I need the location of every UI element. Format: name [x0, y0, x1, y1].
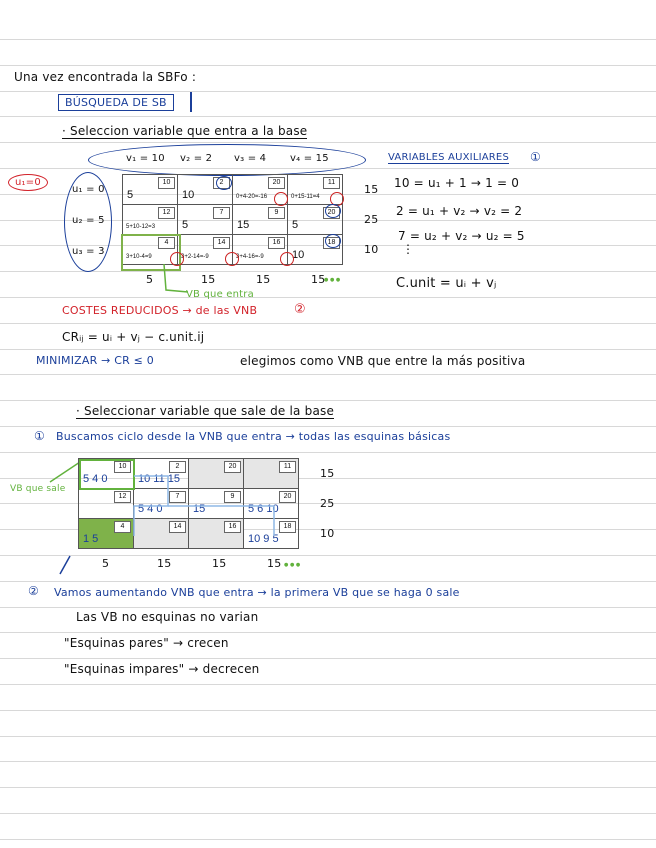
vamos-number: ② [28, 584, 39, 598]
vb-sale-note: VB que sale [10, 484, 66, 494]
ruled-line [0, 761, 656, 762]
unit-cost: 11 [279, 461, 296, 473]
u3-label: u₃ = 3 [72, 246, 105, 257]
unit-cost: 9 [268, 207, 285, 219]
supply-value: 10 [320, 527, 335, 540]
costes-title: COSTES REDUCIDOS → de las VNB [62, 304, 258, 317]
table-cell [178, 205, 233, 235]
ruled-line [0, 813, 656, 814]
allocation-value: 10 11 15 [138, 473, 181, 485]
demand-value: 15 [157, 557, 172, 570]
ruled-line [0, 349, 656, 350]
aux-line-2: 2 = u₁ + v₂ → v₂ = 2 [396, 204, 523, 218]
blue-circle-mark [325, 234, 341, 248]
ruled-line [0, 374, 656, 375]
cycle-path [78, 458, 304, 550]
ruled-line [0, 452, 656, 453]
t1-watermark: ● ● ● [324, 277, 341, 283]
las-vb-text: Las VB no esquinas no varian [76, 610, 259, 624]
step2-heading: · Seleccionar variable que sale de la base [76, 404, 335, 418]
aux-line-3: 7 = u₂ + v₂ → u₂ = 5 [398, 229, 525, 243]
u1-zero-note: u₁=0 [8, 174, 48, 191]
ruled-line [0, 116, 656, 117]
ruled-line [0, 65, 656, 66]
ruled-line [0, 632, 656, 633]
unit-cost: 11 [323, 177, 340, 189]
step1-heading: · Seleccion variable que entra a la base [62, 124, 308, 138]
v1-label: v₁ = 10 [126, 153, 165, 164]
supply-value: 10 [364, 243, 379, 256]
ruled-line [0, 710, 656, 711]
unit-cost: 18 [323, 237, 340, 249]
reduced-cost: 3+10-4=9 [126, 254, 152, 260]
unit-cost: 18 [279, 521, 296, 533]
table-cell [233, 205, 288, 235]
allocation-value: 10 [292, 249, 305, 261]
unit-cost: 12 [114, 491, 131, 503]
ruled-line [0, 736, 656, 737]
unit-cost: 2 [213, 177, 230, 189]
ruled-line [0, 607, 656, 608]
ruled-line [0, 684, 656, 685]
vamos-text: Vamos aumentando VNB que entra → la primera VB que se haga 0 sale [54, 586, 460, 599]
ruled-line [0, 658, 656, 659]
vb-entra-note: VB que entra [186, 289, 254, 300]
ruled-line [0, 271, 656, 272]
aux-line-1: 10 = u₁ + 1 → 1 = 0 [394, 176, 520, 190]
ruled-line [0, 400, 656, 401]
v2-label: v₂ = 2 [180, 153, 213, 164]
table-row [123, 205, 343, 235]
reduced-cost: 3+2-14=-9 [181, 254, 209, 260]
table-row [123, 175, 343, 205]
unit-cost: 14 [213, 237, 230, 249]
costes-number: ② [294, 302, 306, 317]
unit-cost: 4 [158, 237, 175, 249]
unit-cost: 4 [114, 521, 131, 533]
reduced-cost: 3+4-16=-9 [236, 254, 264, 260]
green-arrow [160, 262, 190, 296]
ruled-line [0, 555, 656, 556]
demand-value: 15 [311, 273, 326, 286]
ruled-line [0, 39, 656, 40]
demand-value: 15 [201, 273, 216, 286]
ruled-line [0, 787, 656, 788]
v4-label: v₄ = 15 [290, 153, 329, 164]
supply-value: 25 [364, 213, 379, 226]
intro-text: Una vez encontrada la SBFo : [14, 70, 197, 84]
ruled-line [0, 426, 656, 427]
cunit-formula: C.unit = uᵢ + vⱼ [396, 276, 497, 291]
unit-cost: 16 [224, 521, 241, 533]
title-bar-mark [190, 92, 192, 112]
buscamos-text: Buscamos ciclo desde la VNB que entra → todas las esquinas básicas [56, 430, 451, 443]
reduced-cost: 0+4-20=-16 [236, 194, 268, 200]
allocation-value: 15 [237, 219, 250, 231]
elegimos-text: elegimos como VNB que entre la más positiva [240, 354, 526, 368]
ruled-line [0, 581, 656, 582]
unit-cost: 14 [169, 521, 186, 533]
unit-cost: 20 [279, 491, 296, 503]
table-cell [123, 175, 178, 205]
ruled-line [0, 142, 656, 143]
demand-value: 15 [267, 557, 282, 570]
red-circle-mark [274, 192, 288, 206]
allocation-value: 5 [292, 219, 299, 231]
pares-text: "Esquinas pares" → crecen [64, 636, 229, 650]
u2-label: u₂ = 5 [72, 215, 105, 226]
aux-line-4: ⋮ [402, 242, 415, 256]
ruled-line [0, 323, 656, 324]
supply-value: 15 [364, 183, 379, 196]
allocation-value: 10 9 5 [248, 533, 279, 545]
minimizar-text: MINIMIZAR → CR ≤ 0 [36, 354, 154, 367]
unit-cost: 10 [158, 177, 175, 189]
allocation-value: 5 4 0 [138, 503, 163, 515]
unit-cost: 7 [169, 491, 186, 503]
unit-cost: 10 [114, 461, 131, 473]
blue-circle-mark [325, 204, 341, 218]
aux-title: VARIABLES AUXILIARES [388, 152, 509, 163]
red-circle-mark [170, 252, 184, 266]
demand-value: 5 [146, 273, 154, 286]
cr-formula: CRᵢⱼ = uᵢ + vⱼ − c.unit.ij [62, 330, 205, 344]
supply-value: 25 [320, 497, 335, 510]
aux-number: ① [530, 150, 541, 164]
demand-value: 15 [256, 273, 271, 286]
unit-cost: 9 [224, 491, 241, 503]
u1-label: u₁ = 0 [72, 184, 105, 195]
allocation-value: 5 [182, 219, 189, 231]
ruled-line [0, 839, 656, 840]
reduced-cost: 0+15-11=4 [291, 194, 320, 200]
unit-cost: 20 [224, 461, 241, 473]
demand-value: 5 [102, 557, 110, 570]
reduced-cost: 5+10-12=3 [126, 224, 156, 230]
blue-circle-mark [216, 176, 232, 190]
red-circle-mark [280, 252, 294, 266]
allocation-value: 5 6 10 [248, 503, 279, 515]
allocation-value: 1 5 [83, 533, 99, 545]
buscamos-number: ① [34, 429, 45, 443]
v3-label: v₃ = 4 [234, 153, 267, 164]
allocation-value: 10 [182, 189, 195, 201]
unit-cost: 20 [323, 207, 340, 219]
demand-value: 15 [212, 557, 227, 570]
red-circle-mark [225, 252, 239, 266]
section-title: BÚSQUEDA DE SB [58, 94, 174, 111]
unit-cost: 20 [268, 177, 285, 189]
ruled-line [0, 91, 656, 92]
allocation-value: 5 4 0 [83, 473, 108, 485]
unit-cost: 12 [158, 207, 175, 219]
unit-cost: 7 [213, 207, 230, 219]
allocation-value: 15 [193, 503, 206, 515]
unit-cost: 2 [169, 461, 186, 473]
table-cell [123, 205, 178, 235]
ruled-line [0, 297, 656, 298]
unit-cost: 16 [268, 237, 285, 249]
impares-text: "Esquinas impares" → decrecen [64, 662, 260, 676]
supply-value: 15 [320, 467, 335, 480]
t2-watermark: ● ● ● [284, 562, 301, 568]
allocation-value: 5 [127, 189, 134, 201]
